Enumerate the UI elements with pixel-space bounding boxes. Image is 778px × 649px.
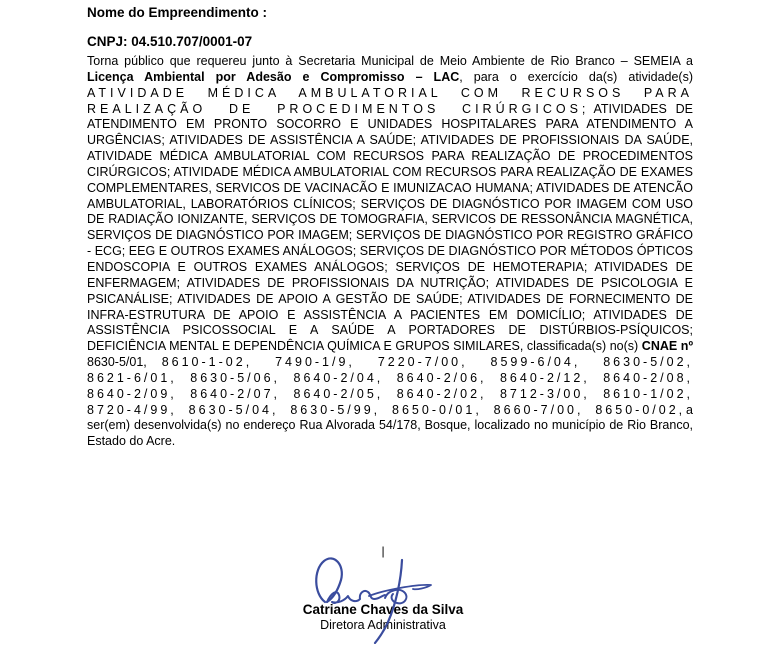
cnpj-line: CNPJ: 04.510.707/0001-07	[87, 34, 253, 49]
license-name: Licença Ambiental por Adesão e Compromisso – LAC	[87, 69, 460, 84]
after-license-text: , para o exercício da(s) atividade(s)	[459, 69, 693, 84]
cnae-first-code: 8630-5/01,	[87, 355, 162, 370]
enterprise-name-label: Nome do Empreendimento :	[87, 5, 268, 20]
primary-activity: ATIVIDADE MÉDICA AMBULATORIAL COM RECURSOS PARA REALIZAÇÃO DE PROCEDIMENTOS CIRÚRGICOS	[87, 85, 693, 116]
notice-content	[87, 5, 693, 450]
signatory-name: Catriane Chaves da Silva	[302, 602, 464, 617]
notice-closing: , a ser(em) desenvolvida(s) no endereço Rua Alvorada 54/178, Bosque, localizado no município de Rio Branco, Estado do Acre.	[87, 402, 693, 449]
signature-block	[80, 544, 686, 632]
text-cursor-mark: |	[381, 544, 385, 558]
signatory-title: Diretora Administrativa	[320, 618, 446, 632]
activities-list: ; ATIVIDADES DE ATENDIMENTO EM PRONTO SOCORRO E UNIDADES HOSPITALARES PARA ATENDIMENTO A URGÊNCIAS; ATIVIDADES DE ASSISTÊNCIA A SAÚDE; ATIVIDADES DE PROFISSIONAIS DA SAÚDE, ATIVIDADE MÉDICA AMBULATORIAL COM RECURSOS PARA REALIZAÇÃO DE PROCEDIMENTOS CIRÚRGICOS; ATIVIDADE MÉDICA AMBULATORIAL COM RECURSOS PARA REALIZAÇÃO DE EXAMES COMPLEMENTARES, SERVICOS DE VACINACÃO E IMUNIZACAO HUMANA; ATIVIDADES DE ATENCÃO AMBULATORIAL, LABORATÓRIOS CLÍNICOS; SERVIÇOS DE DIAGNÓSTICO POR IMAGEM COM USO DE RADIAÇÃO IONIZANTE, SERVIÇOS DE TOMOGRAFIA, SERVICOS DE RESSONÂNCIA MAGNÉTICA, SERVIÇOS DE DIAGNÓSTICO POR IMAGEM; SERVIÇOS DE DIAGNÓSTICO POR REGISTRO GRÁFICO - ECG; EEG E OUTROS EXAMES ANÁLOGOS; SERVIÇOS DE DIAGNÓSTICO POR MÉTODOS ÓPTICOS ENDOSCOPIA E OUTROS EXAMES ANÁLOGOS; SERVIÇOS DE HEMOTERAPIA; ATIVIDADES DE ENFERMAGEM; ATIVIDADES DE PROFISSIONAIS DA NUTRIÇÃO; ATIVIDADES DE PSICOLOGIA E PSICANÁLISE; ATIVIDADES DE APOIO A GESTÃO DE SAÚDE; ATIVIDADES DE FORNECIMENTO DE INFRA-ESTRUTURA DE APOIO E ASSISTÊNCIA A PACIENTES EM DOMICÍLIO; ATIVIDADES DE ASSISTÊNCIA PSICOSSOCIAL E A SAÚDE A PORTADORES DE DISTÚRBIOS-PSÍQUICOS; DEFICIÊNCIA MENTAL E DEPENDÊNCIA QUÍMICA E GRUPOS SIMILARES, classificada(s) no(s)	[87, 101, 693, 354]
cnae-label: CNAE nº	[641, 339, 694, 354]
notice-intro: Torna público que requereu junto à Secretaria Municipal de Meio Ambiente de Rio Branco – SEMEIA a	[87, 54, 693, 68]
notice-body	[87, 54, 693, 450]
cnae-codes: 8610-1-02, 7490-1/9, 7220-7/00, 8599-6/04, 8630-5/02, 8621-6/01, 8630-5/06, 8640-2/04, 8640-2/06, 8640-2/12, 8640-2/08, 8640-2/09, 8640-2/07, 8640-2/05, 8640-2/02, 8712-3/00, 8610-1/02, 8720-4/99, 8630-5/04, 8630-5/99, 8650-0/01, 8660-7/00, 8650-0/02	[87, 355, 693, 417]
